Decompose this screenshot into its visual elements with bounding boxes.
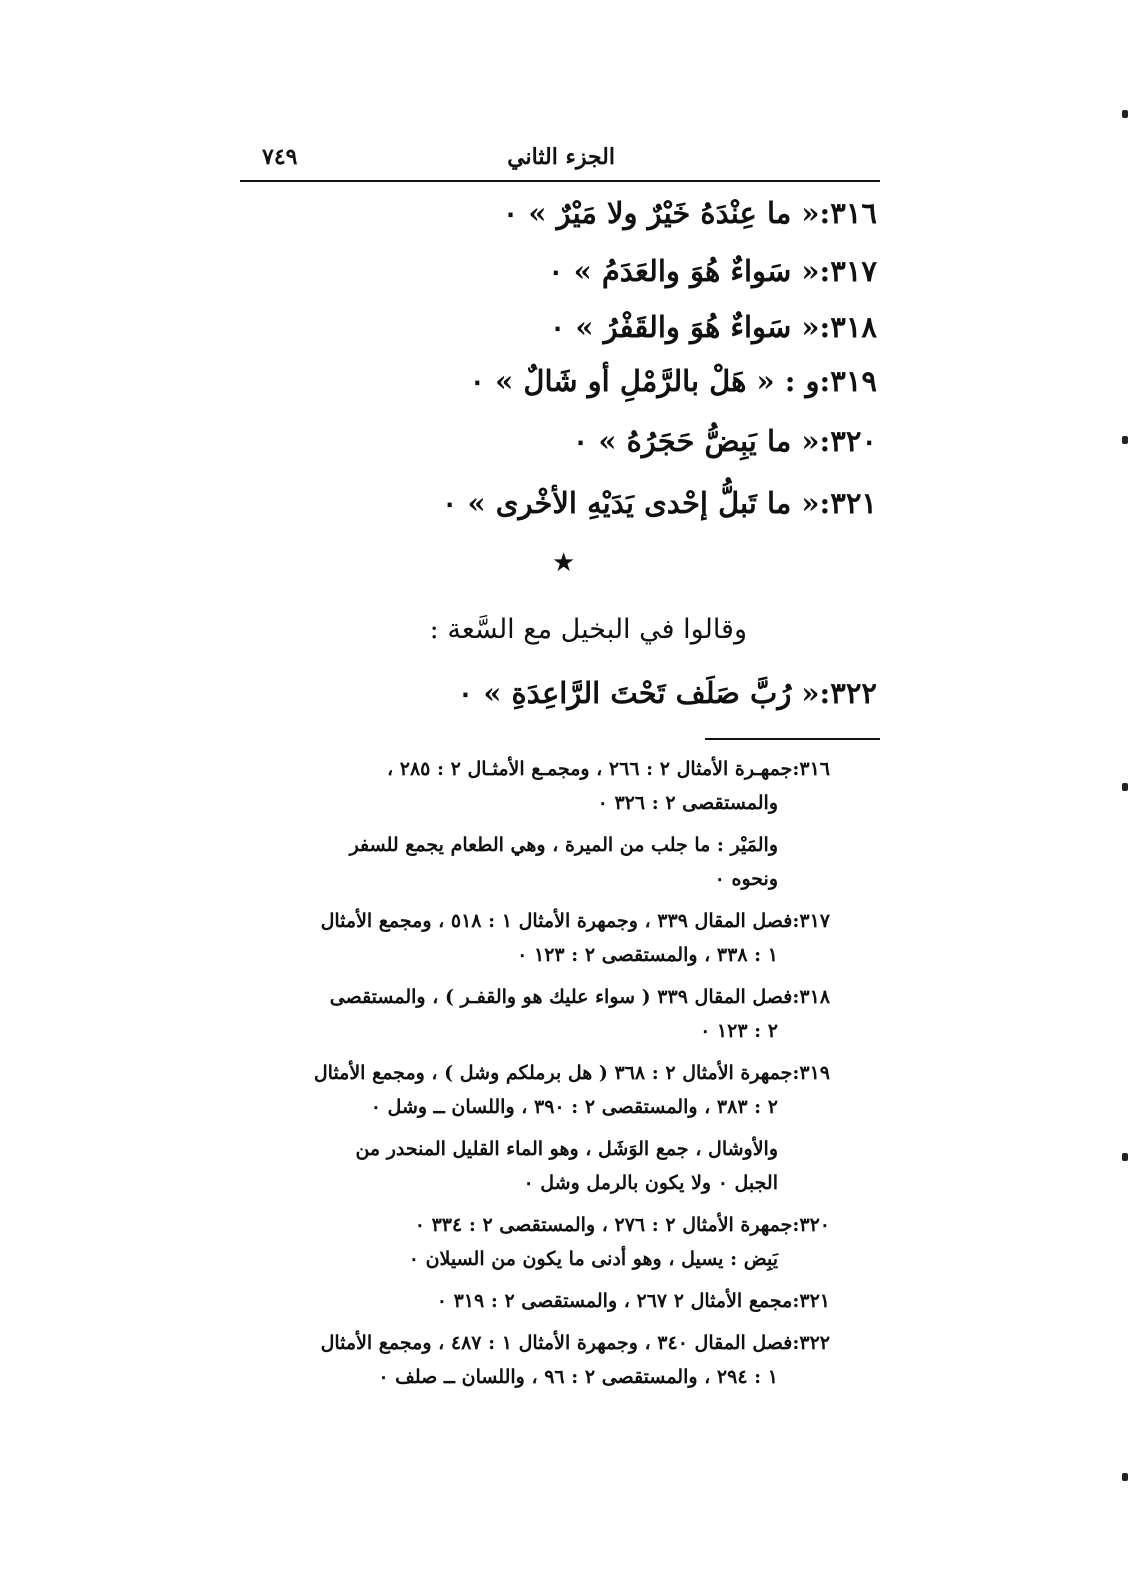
footnote-322 (240, 1326, 830, 1394)
running-header (240, 140, 880, 180)
page-number: ٧٤٩ (262, 144, 298, 170)
footnote-line: ٣١٩:جمهرة الأمثال ٢ : ٣٦٨ ( هل برملكم وشل ) ، ومجمع الأمثال (313, 1062, 830, 1084)
proverb-320: ٣٢٠:« ما يَبِضُّ حَجَرُهُ » ٠ (572, 424, 877, 458)
footnotes (240, 752, 830, 1394)
footnote-320 (240, 1208, 830, 1276)
scan-speck (1122, 110, 1128, 118)
footnote-line: ٣١٦:جمهـرة الأمثال ٢ : ٢٦٦ ، ومجمـع الأمثـال ٢ : ٢٨٥ ، (387, 758, 830, 780)
proverb-319: ٣١٩:و : « هَلْ بالرَّمْلِ أو شَالٌ » ٠ (469, 364, 877, 398)
proverb-322: ٣٢٢:« رُبَّ صَلَف تَحْتَ الرَّاعِدَةِ » ٠ (457, 676, 877, 710)
header-rule (240, 180, 880, 182)
header-title: الجزء الثاني (507, 144, 615, 170)
footnote-316 (240, 752, 830, 820)
footnote-319 (240, 1056, 830, 1124)
footnote-line: ٢ : ٣٨٣ ، والمستقصى ٢ : ٣٩٠ ، واللسان ــ وشل ٠ (370, 1096, 778, 1118)
footnote-line: ٣١٨:فصل المقال ٣٣٩ ( سواء عليك هو والقفـر ) ، والمستقصى (329, 986, 830, 1008)
footnote-317 (240, 904, 830, 972)
footnote-gloss-awshal (240, 1132, 830, 1200)
footnote-line: الجبل ٠ ولا يكون بالرمل وشل ٠ (523, 1172, 778, 1194)
footnote-321 (240, 1284, 830, 1318)
footnote-gloss-mayr (240, 828, 830, 896)
footnote-line: ٢ : ١٢٣ ٠ (700, 1020, 778, 1042)
footnote-rule (705, 738, 880, 740)
section-heading: وقالوا في البخيل مع السَّعة : (429, 614, 747, 645)
proverb-316: ٣١٦:« ما عِنْدَهُ خَيْرٌ ولا مَيْرٌ » ٠ (502, 196, 877, 230)
scan-speck (1122, 1153, 1128, 1161)
footnote-line: ٣٢٠:جمهرة الأمثال ٢ : ٢٧٦ ، والمستقصى ٢ : ٣٣٤ ٠ (414, 1214, 830, 1236)
proverb-318: ٣١٨:« سَواءٌ هُوَ والقَفْرُ » ٠ (549, 310, 877, 344)
proverb-317: ٣١٧:« سَواءٌ هُوَ والعَدَمُ » ٠ (547, 254, 877, 288)
footnote-line: ونحوه ٠ (714, 868, 778, 890)
footnote-line: والأوشال ، جمع الوَشَل ، وهو الماء القليل المنحدر من (355, 1138, 778, 1160)
scan-speck (1122, 783, 1128, 791)
footnote-line: ٣٢١:مجمع الأمثال ٢ ٢٦٧ ، والمستقصى ٢ : ٣١٩ ٠ (436, 1290, 830, 1312)
section-star-icon: ★ (552, 548, 576, 578)
proverb-321: ٣٢١:« ما تَبلُّ إحْدى يَدَيْهِ الأخْرى » ٠ (441, 486, 877, 520)
scan-speck (1122, 1473, 1128, 1481)
scan-speck (1122, 436, 1128, 444)
footnote-line: يَبِض : يسيل ، وهو أدنى ما يكون من السيلان ٠ (408, 1248, 778, 1270)
footnote-line: ١ : ٣٣٨ ، والمستقصى ٢ : ١٢٣ ٠ (517, 944, 778, 966)
footnote-line: ٣١٧:فصل المقال ٣٣٩ ، وجمهرة الأمثال ١ : ٥١٨ ، ومجمع الأمثال (320, 910, 830, 932)
footnote-line: ٣٢٢:فصل المقال ٣٤٠ ، وجمهرة الأمثال ١ : ٤٨٧ ، ومجمع الأمثال (320, 1332, 830, 1354)
footnote-line: والمَيْر : ما جلب من الميرة ، وهي الطعام يجمع للسفر (349, 834, 778, 856)
footnote-line: والمستقصى ٢ : ٣٢٦ ٠ (597, 792, 778, 814)
footnote-line: ١ : ٢٩٤ ، والمستقصى ٢ : ٩٦ ، واللسان ــ صلف ٠ (378, 1366, 778, 1388)
footnote-318 (240, 980, 830, 1048)
